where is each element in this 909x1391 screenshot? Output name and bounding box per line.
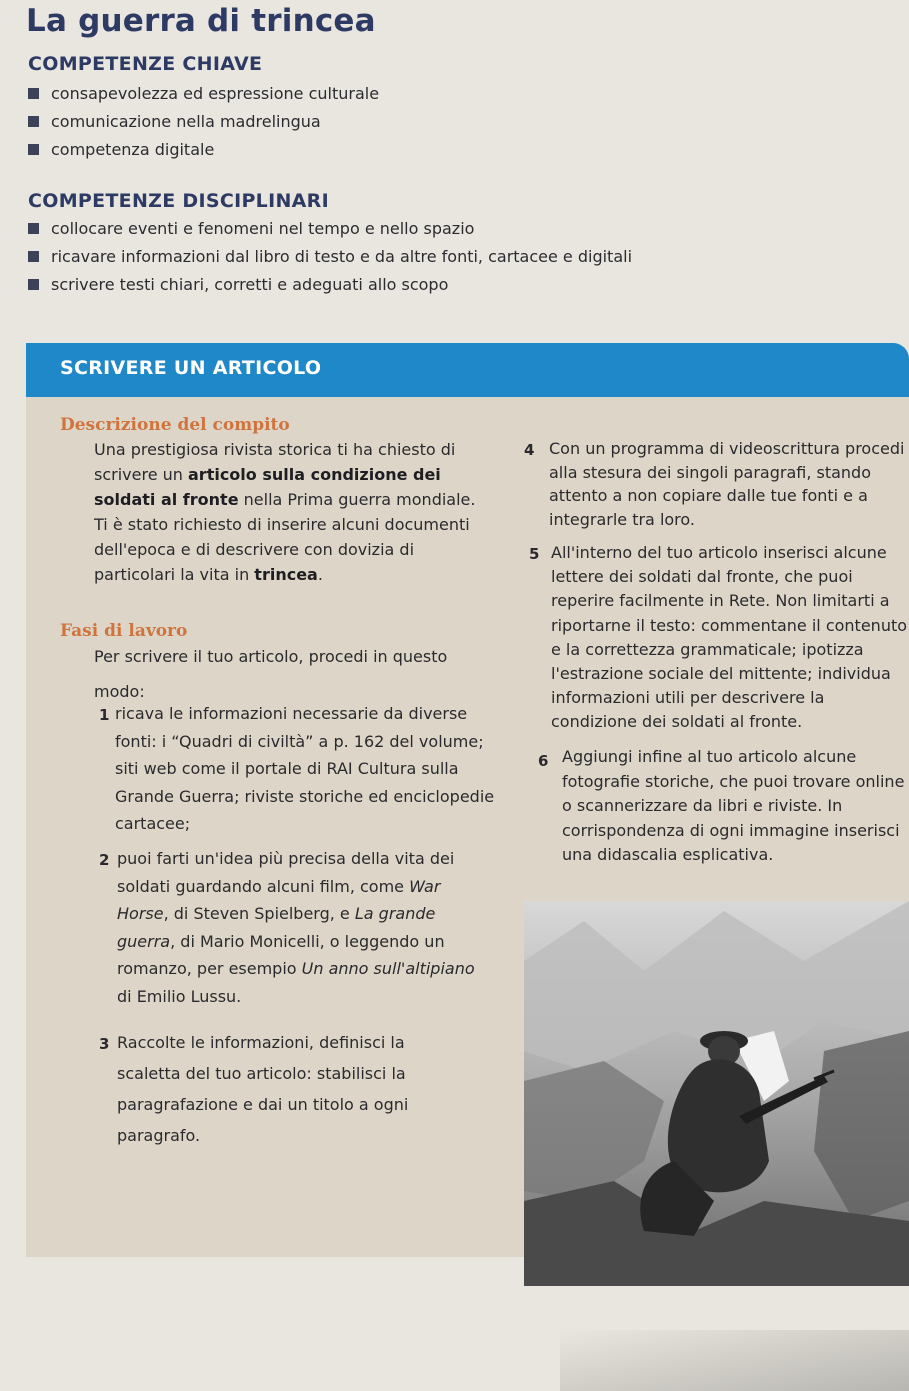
historical-photo-soldier [524, 901, 909, 1286]
bullet-square-icon [28, 279, 39, 290]
page-shadow [560, 1330, 909, 1391]
step-1-text: ricava le informazioni necessarie da diverse fonti: i “Quadri di civiltà” a p. 162 del volume; siti web come il portale di RAI Cultura sulla Grande Guerra; riviste storiche ed enciclopedie cartacee; [115, 704, 495, 833]
step-number: 3 [99, 1035, 110, 1053]
banner-title: SCRIVERE UN ARTICOLO [60, 357, 322, 379]
step-5-text: All'interno del tuo articolo inserisci alcune lettere dei soldati dal fronte, che puoi reperire facilmente in Rete. Non limitarti a riportarne il testo: commentane il contenuto e la correttezza grammaticale; ipotizza l'estrazione sociale del mittente; individua informazioni utili per descrivere la condizione dei soldati al fronte. [551, 543, 908, 732]
bullet-square-icon [28, 88, 39, 99]
list-item: collocare eventi e fenomeni nel tempo e nello spazio [28, 215, 632, 243]
descrizione-text: Una prestigiosa rivista storica ti ha chiesto di scrivere un articolo sulla condizione dei soldati al fronte nella Prima guerra mondiale. Ti è stato richiesto di inserire alcuni documenti dell'epoca e di descrivere con dovizia di particolari la vita in trincea. [94, 440, 476, 584]
step-number: 1 [99, 706, 110, 724]
descrizione-heading: Descrizione del compito [60, 415, 290, 435]
competenze-chiave-heading: COMPETENZE CHIAVE [28, 53, 263, 75]
list-item: ricavare informazioni dal libro di testo e da altre fonti, cartacee e digitali [28, 243, 632, 271]
bullet-square-icon [28, 144, 39, 155]
bullet-square-icon [28, 223, 39, 234]
fasi-heading: Fasi di lavoro [60, 621, 188, 641]
step-3-text: Raccolte le informazioni, definisci la scaletta del tuo articolo: stabilisci la paragrafazione e dai un titolo a ogni paragrafo. [117, 1033, 409, 1145]
step-2-text: puoi farti un'idea più precisa della vita dei soldati guardando alcuni film, come War Horse, di Steven Spielberg, e La grande guerra, di Mario Monicelli, o leggendo un romanzo, per esempio Un anno sull'altipiano di Emilio Lussu. [117, 849, 475, 1006]
step-number: 5 [529, 545, 540, 563]
competenze-disciplinari-list [28, 215, 632, 299]
list-item: comunicazione nella madrelingua [28, 108, 379, 136]
step-4-text: Con un programma di videoscrittura procedi alla stesura dei singoli paragrafi, stando attento a non copiare dalle tue fonti e a integrarle tra loro. [549, 439, 905, 529]
page-title: La guerra di trincea [26, 3, 376, 39]
competenze-chiave-list [28, 80, 379, 164]
list-item: consapevolezza ed espressione culturale [28, 80, 379, 108]
competenze-disciplinari-heading: COMPETENZE DISCIPLINARI [28, 190, 329, 212]
fasi-intro: Per scrivere il tuo articolo, procedi in questo modo: [94, 647, 448, 701]
step-number: 6 [538, 752, 549, 770]
step-6-text: Aggiungi infine al tuo articolo alcune fotografie storiche, che puoi trovare online o scannerizzare da libri e riviste. In corrispondenza di ogni immagine inserisci una didascalia esplicativa. [562, 747, 905, 864]
step-number: 2 [99, 851, 110, 869]
soldier-trench-illustration [524, 901, 909, 1286]
bullet-square-icon [28, 251, 39, 262]
list-item: competenza digitale [28, 136, 379, 164]
bullet-square-icon [28, 116, 39, 127]
list-item: scrivere testi chiari, corretti e adeguati allo scopo [28, 271, 632, 299]
step-number: 4 [524, 441, 535, 459]
